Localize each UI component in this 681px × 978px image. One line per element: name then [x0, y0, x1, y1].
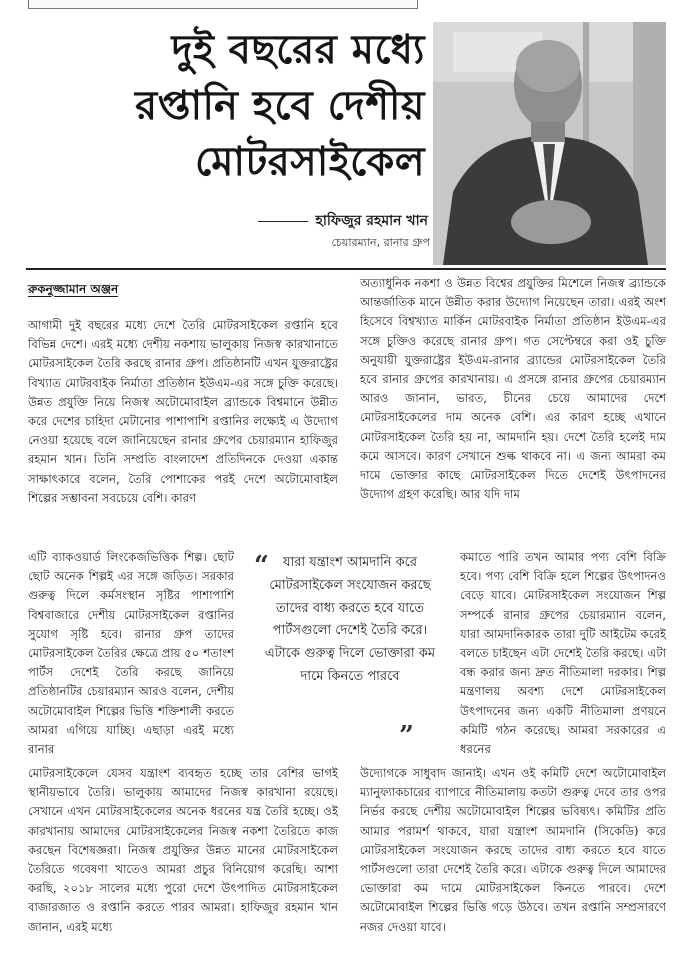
- article-author: রুকনুজ্জামান অঞ্জন: [28, 282, 119, 296]
- headline-line-2: রপ্তানি হবে দেশীয়: [135, 83, 425, 129]
- article-paragraph: আগামী দুই বছরের মধ্যে দেশে তৈরি মোটরসাইকেল রপ্তানি হবে বিভিন্ন দেশে। এরই মধ্যে দেশীয় নকশায় ভালুকায় নিজস্ব কারখানাতে মোটরসাইকেল তৈরি করছে রানার গ্রুপ। প্রতিষ্ঠানটি এখন যুক্তরাষ্ট্রের বিখ্যাত মোটরবাইক নির্মাতা প্রতিষ্ঠান ইউএম-এর সঙ্গে চুক্তি করেছে। উন্নত প্রযুক্তি নিয়ে নিজস্ব অটোমোবাইল ব্র্যান্ডকে বিশ্বমানে উন্নীত করে দেশের চাহিদা মেটানোর পাশাপাশি রপ্তানির লক্ষ্যেই এ উদ্যোগ নেওয়া হয়েছে বলে জানিয়েছেন রানার গ্রুপের চেয়ারম্যান হাফিজুর রহমান খান। তিনি সম্প্রতি বাংলাদেশ প্রতিদিনকে দেওয়া একান্ত সাক্ষাৎকারে বলেন, তৈরি পোশাকের পরই দেশে অটোমোবাইল শিল্পের সম্ভাবনা সবচেয়ে বেশি। কারণ: [28, 318, 338, 505]
- article-paragraph: মোটরসাইকেলে যেসব যন্ত্রাংশ ব্যবহৃত হচ্ছে তার বেশির ভাগই স্থানীয়ভাবে তৈরি। ভালুকায় আমাদের নিজস্ব কারখানা রয়েছে। সেখানে এখন মোটরসাইকেলের অনেক ধরনের যন্ত্র তৈরি হচ্ছে। ওই কারখানায় আমাদের মোটরসাইকেলের নিজস্ব নকশা তৈরিতে কাজ করছেন বিশেষজ্ঞরা। নিজস্ব প্রযুক্তির উন্নত মানের মোটরসাইকেল তৈরিতে গবেষণা খাতেও আমরা প্রচুর বিনিয়োগ করেছি। আশা করছি, ২০১৮ সালের মধ্যে পুরো দেশে উৎপাদিত মোটরসাইকেল বাজারজাত ও রপ্তানি করতে পারব আমরা। হাফিজুর রহমান খান জানান, এরই মধ্যে: [28, 766, 338, 934]
- headline-line-3: মোটরসাইকেল: [194, 139, 425, 185]
- portrait-illustration: [433, 22, 666, 265]
- article-column-2-top: [360, 274, 666, 504]
- header-box-edge: [28, 0, 418, 9]
- byline-role: চেয়ারম্যান, রানার গ্রুপ: [331, 236, 430, 249]
- article-column-1-middle: [28, 548, 234, 759]
- article-paragraph: অত্যাধুনিক নকশা ও উন্নত বিশ্বের প্রযুক্তির মিশেলে নিজস্ব ব্র্যান্ডকে আন্তর্জাতিক মানে উন্নীত করার উদ্যোগ নিয়েছেন তারা। এরই অংশ হিসেবে বিশ্বখ্যাত মার্কিন মোটরবাইক নির্মাতা প্রতিষ্ঠান ইউএম-এর সঙ্গে চুক্তিও করেছে রানার গ্রুপ। গত সেপ্টেম্বরে করা ওই চুক্তি অনুযায়ী যুক্তরাষ্ট্রের ইউএম-রানার ব্র্যান্ডের মোটরসাইকেল তৈরি হবে রানার গ্রুপের কারখানায়। এ প্রসঙ্গে রানার গ্রুপের চেয়ারম্যান আরও জানান, ভারত, চীনের চেয়ে আমাদের দেশে মোটরসাইকেলের দাম অনেক বেশি। এর কারণ হচ্ছে এখানে মোটরসাইকেল তৈরি হয় না, আমদানি হয়। দেশে তৈরি হলেই দাম কমে আসবে। কারণ সেখানে শুল্ক থাকবে না। এ জন্য আমরা কম দামে ভোক্তার কাছে মোটরসাইকেল দিতে দেশেই উৎপাদনের উদ্যোগ গ্রহণ করেছি। আর যদি দাম: [360, 276, 666, 502]
- article-paragraph: উদ্যোগকে সাধুবাদ জানাই। এখন ওই কমিটি দেশে অটোমোবাইল ম্যানুফ্যাকচারের ব্যাপারে নীতিমালায় কতটা গুরুত্ব দেবে তার ওপর নির্ভর করছে দেশীয় অটোমোবাইল শিল্পের ভবিষ্যৎ। কমিটির প্রতি আমার পরামর্শ থাকবে, যারা যন্ত্রাংশ আমদানি (সিকেডি) করে মোটরসাইকেল সংযোজন করছে তাদের বাধ্য করতে হবে যাতে পার্টসগুলো তারা দেশেই তৈরি করে। এটাকে গুরুত্ব দিলে আমাদের ভোক্তারা কম দামে মোটরসাইকেল কিনতে পারবে। দেশে অটোমোবাইল শিল্পের ভিত্তি গড়ে উঠবে। তখন রপ্তানি সম্প্রসারণে নজর দেওয়া যাবে।: [360, 766, 666, 934]
- article-column-1-bottom: [28, 764, 338, 937]
- byline-rule: [258, 221, 308, 222]
- pull-quote: [248, 552, 448, 777]
- section-divider: [26, 268, 666, 270]
- headline: [30, 22, 425, 202]
- headline-line-1: দুই বছরের মধ্যে: [171, 27, 425, 73]
- top-page-band: [0, 0, 681, 14]
- byline: [218, 209, 428, 233]
- byline-name: হাফিজুর রহমান খান: [315, 213, 428, 229]
- article-column-2-bottom: [360, 764, 666, 937]
- close-quote-icon: ”: [399, 721, 414, 751]
- open-quote-icon: “: [254, 551, 269, 581]
- article-paragraph: কমাতে পারি তখন আমার পণ্য বেশি বিক্রি হবে। পণ্য বেশি বিক্রি হলে শিল্পের উৎপাদনও বেড়ে যাবে। মোটরসাইকেল সংযোজন শিল্প সম্পর্কে রানার গ্রুপের চেয়ারম্যান বলেন, যারা আমদানিকারক তারা দুটি আইটেম করেই বলতে চাইছেন এটা দেশেই তৈরি করছে। এটা বন্ধ করার জন্য দ্রুত নীতিমালা দরকার। শিল্প মন্ত্রণালয় অবশ্য দেশে মোটরসাইকেল উৎপাদনের জন্য একটি নীতিমালা প্রণয়নে কমিটি গঠন করেছে। আমরা সরকারের এ ধরনের: [460, 550, 666, 757]
- article-paragraph: এটি ব্যাকওয়ার্ড লিংকেজভিত্তিক শিল্প। ছোট ছোট অনেক শিল্পই এর সঙ্গে জড়িত। সরকার গুরুত্ব দিলে কর্মসংস্থান সৃষ্টির পাশাপাশি বিশ্ববাজারে দেশীয় মোটরসাইকেল রপ্তানির সুযোগ সৃষ্টি হবে। রানার গ্রুপ তাদের মোটরসাইকেল তৈরির ক্ষেত্রে প্রায় ৫০ শতাংশ পার্টস দেশেই তৈরি করছে জানিয়ে প্রতিষ্ঠানটির চেয়ারম্যান আরও বলেন, দেশীয় অটোমোবাইল শিল্পের ভিত্তি শক্তিশালী করতে আমরা এগিয়ে যাচ্ছি। এছাড়া এরই মধ্যে রানার: [28, 550, 234, 757]
- portrait-photo: [433, 22, 666, 265]
- article-column-1-top: [28, 316, 338, 508]
- article-column-2-middle: [460, 548, 666, 759]
- pull-quote-text: যারা যন্ত্রাংশ আমদানি করে মোটরসাইকেল সংযোজন করছে তাদের বাধ্য করতে হবে যাতে পার্টসগুলো দেশেই তৈরি করে। এটাকে গুরুত্ব দিলে ভোক্তারা কম দামে কিনতে পারবে: [264, 555, 436, 684]
